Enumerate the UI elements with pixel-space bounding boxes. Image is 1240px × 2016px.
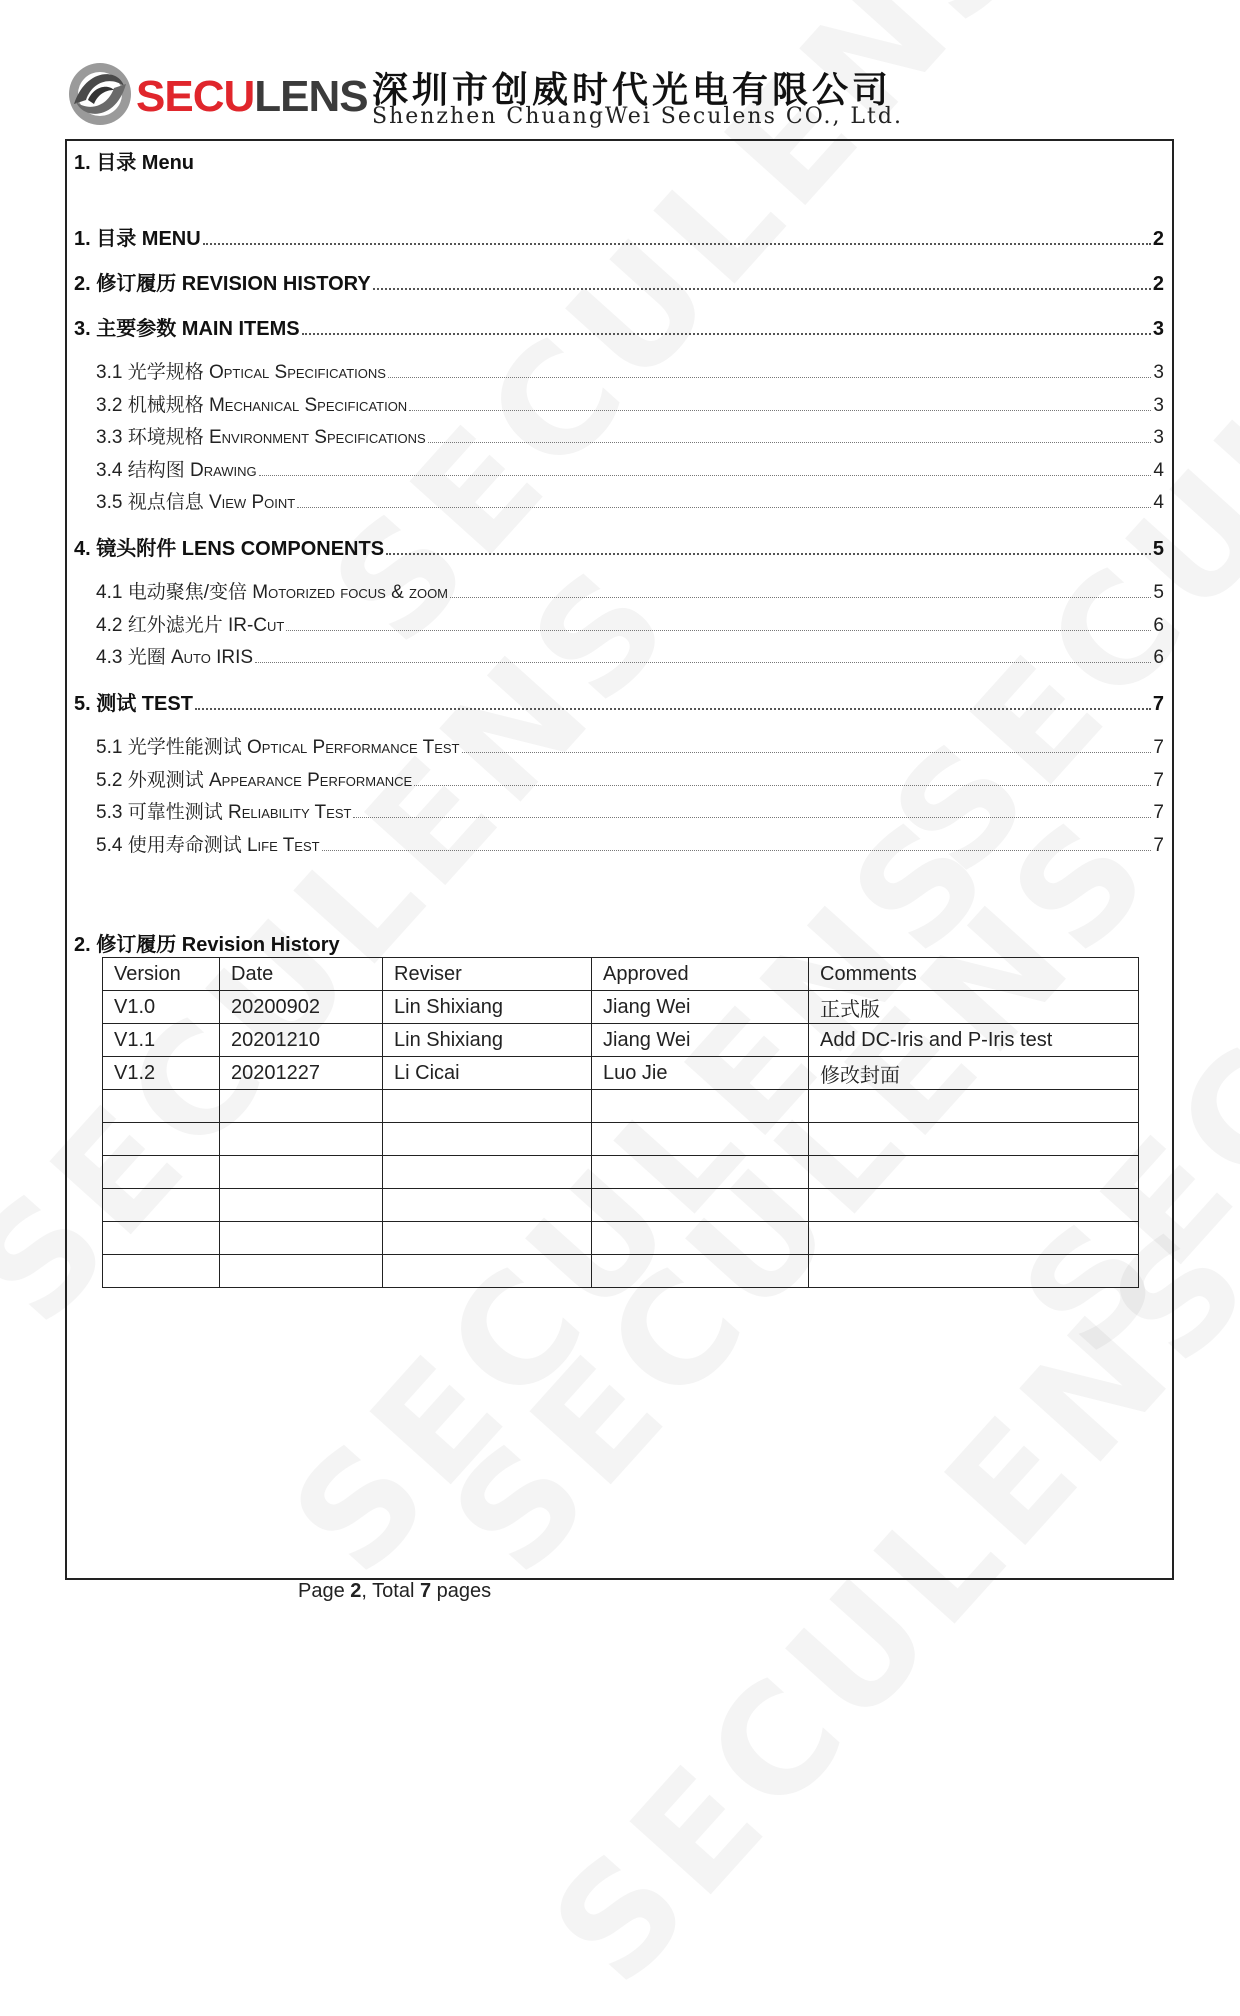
total-pages-number: 7	[419, 1580, 432, 1602]
table-cell	[809, 1090, 1139, 1123]
table-row	[103, 1057, 1139, 1090]
column-header: Version	[103, 958, 220, 991]
table-cell: V1.2	[103, 1057, 220, 1090]
toc-leader	[450, 597, 1151, 598]
toc-leader	[462, 752, 1152, 753]
toc-leader	[255, 662, 1151, 663]
toc-entry[interactable]: 5.2 外观测试 Appearance Performance 7	[96, 770, 1164, 791]
table-cell	[809, 1156, 1139, 1189]
table-cell: V1.0	[103, 991, 220, 1024]
table-row	[103, 1189, 1139, 1222]
table-cell	[220, 1189, 383, 1222]
table-cell: 修改封面	[809, 1057, 1139, 1090]
toc-leader	[302, 333, 1151, 335]
table-cell: 正式版	[809, 991, 1139, 1024]
table-row	[103, 1255, 1139, 1288]
seculens-logo-icon	[66, 60, 134, 128]
table-cell	[383, 1090, 592, 1123]
company-name-en: Shenzhen ChuangWei Seculens CO., Ltd.	[372, 104, 903, 129]
table-cell	[103, 1222, 220, 1255]
table-cell	[383, 1156, 592, 1189]
table-cell	[383, 1123, 592, 1156]
table-header-row	[103, 958, 1139, 991]
toc-entry[interactable]: 4.1 电动聚焦/变倍 Motorized focus & zoom 5	[96, 582, 1164, 603]
table-cell	[220, 1123, 383, 1156]
table-cell	[592, 1123, 809, 1156]
column-header: Comments	[809, 958, 1139, 991]
toc-leader	[428, 442, 1152, 443]
table-cell	[103, 1123, 220, 1156]
revision-history-title: 2. 修订履历 Revision History	[74, 934, 340, 956]
toc-entry[interactable]: 3.5 视点信息 View Point 4	[96, 492, 1164, 513]
toc-entry[interactable]: 3.1 光学规格 Optical Specifications 3	[96, 362, 1164, 383]
toc-entry[interactable]: 5.1 光学性能测试 Optical Performance Test 7	[96, 737, 1164, 758]
table-cell: 20200902	[220, 991, 383, 1024]
toc-entry[interactable]: 3. 主要参数 MAIN ITEMS 3	[74, 318, 1164, 340]
table-row	[103, 991, 1139, 1024]
toc-entry[interactable]: 3.3 环境规格 Environment Specifications 3	[96, 427, 1164, 448]
table-cell	[592, 1156, 809, 1189]
page-footer: Page 2, Total 7 pages	[298, 1580, 492, 1602]
table-cell	[103, 1156, 220, 1189]
column-header: Approved	[592, 958, 809, 991]
table-cell: Lin Shixiang	[383, 1024, 592, 1057]
table-cell	[103, 1090, 220, 1123]
table-cell	[383, 1189, 592, 1222]
toc-leader	[386, 553, 1151, 555]
company-name-cn: 深圳市创威时代光电有限公司	[372, 70, 893, 111]
toc-leader	[286, 630, 1151, 631]
table-cell	[592, 1222, 809, 1255]
table-cell: Add DC-Iris and P-Iris test	[809, 1024, 1139, 1057]
current-page-number: 2	[350, 1580, 362, 1602]
table-cell: Lin Shixiang	[383, 991, 592, 1024]
table-row	[103, 1156, 1139, 1189]
table-row	[103, 1024, 1139, 1057]
column-header: Date	[220, 958, 383, 991]
table-cell: Luo Jie	[592, 1057, 809, 1090]
table-cell	[809, 1222, 1139, 1255]
toc-leader	[409, 410, 1151, 411]
table-cell	[383, 1255, 592, 1288]
table-cell: Li Cicai	[383, 1057, 592, 1090]
toc-entry[interactable]: 4.2 红外滤光片 IR-Cut 6	[96, 615, 1164, 636]
table-cell	[220, 1156, 383, 1189]
brand-name: SECULENS	[136, 72, 368, 121]
toc-entry[interactable]: 3.4 结构图 Drawing 4	[96, 460, 1164, 481]
toc-title: 1. 目录 Menu	[74, 152, 195, 174]
column-header: Reviser	[383, 958, 592, 991]
table-cell: V1.1	[103, 1024, 220, 1057]
table-cell	[220, 1255, 383, 1288]
table-cell	[592, 1090, 809, 1123]
table-cell: 20201227	[220, 1057, 383, 1090]
table-cell	[592, 1255, 809, 1288]
toc-leader	[322, 850, 1152, 851]
table-cell: Jiang Wei	[592, 1024, 809, 1057]
toc-entry[interactable]: 5. 测试 TEST 7	[74, 693, 1164, 715]
toc-entry[interactable]: 2. 修订履历 REVISION HISTORY 2	[74, 273, 1164, 295]
table-cell	[809, 1123, 1139, 1156]
toc-entry[interactable]: 3.2 机械规格 Mechanical Specification 3	[96, 395, 1164, 416]
toc-leader	[259, 475, 1152, 476]
table-row	[103, 1090, 1139, 1123]
table-cell	[220, 1090, 383, 1123]
table-cell	[809, 1189, 1139, 1222]
table-cell	[809, 1255, 1139, 1288]
toc-leader	[414, 785, 1151, 786]
table-cell	[592, 1189, 809, 1222]
toc-entry[interactable]: 5.4 使用寿命测试 Life Test 7	[96, 835, 1164, 856]
table-cell: Jiang Wei	[592, 991, 809, 1024]
toc-leader	[203, 243, 1151, 245]
toc-leader	[373, 288, 1151, 290]
table-cell: 20201210	[220, 1024, 383, 1057]
table-cell	[220, 1222, 383, 1255]
toc-leader	[353, 817, 1151, 818]
table-cell	[103, 1255, 220, 1288]
toc-entry[interactable]: 4.3 光圈 Auto IRIS 6	[96, 647, 1164, 668]
toc-entry[interactable]: 4. 镜头附件 LENS COMPONENTS 5	[74, 538, 1164, 560]
toc-leader	[388, 377, 1151, 378]
toc-leader	[297, 507, 1151, 508]
revision-table	[102, 957, 1139, 1288]
table-cell	[383, 1222, 592, 1255]
table-row	[103, 1222, 1139, 1255]
toc-leader	[195, 708, 1151, 710]
table-cell	[103, 1189, 220, 1222]
toc-entry[interactable]: 5.3 可靠性测试 Reliability Test 7	[96, 802, 1164, 823]
page-frame	[65, 139, 1174, 1580]
toc-entry[interactable]: 1. 目录 MENU 2	[74, 228, 1164, 250]
table-row	[103, 1123, 1139, 1156]
